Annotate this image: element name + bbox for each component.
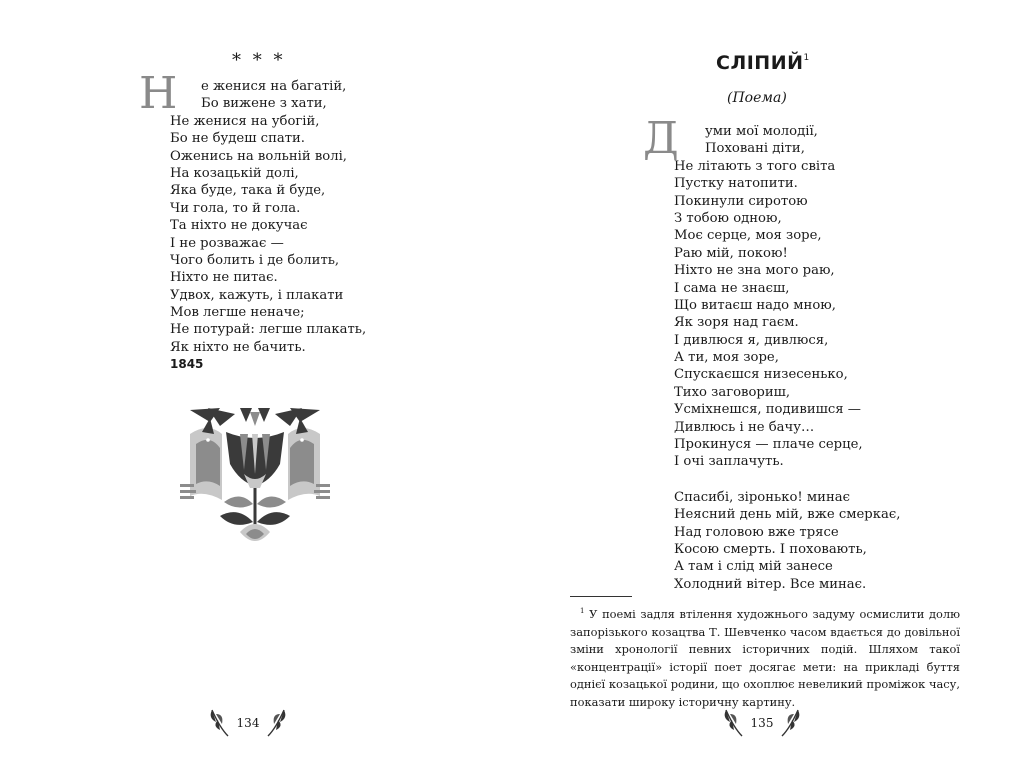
- poem-line: Не женися на убогій,: [170, 113, 320, 129]
- poem-line: Оженись на вольній волі,: [170, 148, 347, 164]
- poem-line: Бо не будеш спати.: [170, 131, 305, 147]
- page-footer: [702, 706, 822, 742]
- poem-line: Раю мій, покою!: [674, 245, 788, 261]
- title-footnote-mark: 1: [803, 53, 810, 63]
- section-separator: * * *: [232, 50, 286, 71]
- footnote: [570, 603, 960, 712]
- poem-line: Ніхто не питає.: [170, 270, 278, 286]
- poem-line: Ніхто не зна мого раю,: [674, 263, 835, 279]
- poem-line-rest: е женися на багатій,: [201, 79, 347, 94]
- leaf-sprig-icon: [720, 706, 744, 738]
- poem-line: Як ніхто не бачить.: [170, 339, 306, 355]
- poem-line: Та ніхто не докучає: [170, 218, 308, 234]
- poem-line: Мов легше неначе;: [170, 305, 305, 321]
- poem-line: Спускаєшся низесенько,: [674, 367, 848, 383]
- stanza-break: [674, 471, 900, 489]
- poem-year: 1845: [170, 357, 204, 372]
- footnote-text: У поемі задля втілення художнього задуму осмислити долю запорізького козацтва Т. Шевченко часом вдається до довільної зміни хронології певних історичних подій. Шляхом такої «концентрації» історії поет досягає мети: на прикладі буття однієї козацької родини, що охоплює невеликий проміжок часу, показати широку історичну картину.: [570, 607, 960, 709]
- poem-line: Не потурай: легше плакать,: [170, 322, 367, 338]
- poem-line: Бо вижене з хати,: [201, 96, 327, 112]
- poem-line: Спасибі, зіронько! минає: [674, 489, 850, 505]
- poem-line: Усміхнешся, подивишся —: [674, 402, 861, 418]
- leaf-sprig-icon: [206, 706, 230, 738]
- drop-cap: Н: [139, 68, 178, 119]
- leaf-sprig-icon: [780, 706, 804, 738]
- poem-line: Над головою вже трясе: [674, 524, 839, 540]
- poem-line: Чого болить і де болить,: [170, 252, 340, 268]
- page-number: 134: [236, 716, 260, 730]
- poem-line: З тобою одною,: [674, 210, 782, 226]
- page-number: 135: [750, 716, 774, 730]
- poem-line: Що витаєш надо мною,: [674, 297, 836, 313]
- poem-line: На козацькій долі,: [170, 165, 299, 181]
- poem-line: Косою смерть. І поховають,: [674, 541, 867, 557]
- poem-line: А там і слід мій занесе: [674, 559, 833, 575]
- poem-line: Моє серце, моя зоре,: [674, 228, 822, 244]
- footnote-divider: [570, 596, 632, 597]
- page-footer: [188, 706, 308, 742]
- poem-line-rest: уми мої молодії,: [705, 124, 818, 139]
- poem-line: Чи гола, то й гола.: [170, 200, 301, 216]
- poem-line: Пустку натопити.: [674, 176, 798, 192]
- poem-line: Удвох, кажуть, і плакати: [170, 287, 344, 303]
- poem-line: Покинули сиротою: [674, 193, 808, 209]
- poem-title: [716, 52, 810, 74]
- poem-line: Поховані діти,: [705, 141, 805, 157]
- footnote-mark: 1: [580, 607, 585, 615]
- drop-cap: Д: [643, 113, 679, 164]
- leaf-sprig-icon: [266, 706, 290, 738]
- poem-line: І сама не знаєш,: [674, 280, 790, 296]
- right-page: [512, 0, 1024, 767]
- poem-line: І дивлюся я, дивлюся,: [674, 332, 829, 348]
- poem-line: Неясний день мій, вже смеркає,: [674, 507, 901, 523]
- poem-line: Прокинуся — плаче серце,: [674, 437, 863, 453]
- poem-line: Холодний вітер. Все минає.: [674, 576, 867, 592]
- poem-text: [139, 68, 367, 374]
- poem-line: І очі заплачуть.: [674, 454, 784, 470]
- poem-line: Тихо заговориш,: [674, 384, 791, 400]
- poem-text: [643, 113, 901, 593]
- poem-line: Яка буде, така й буде,: [170, 183, 326, 199]
- poem-subtitle: (Поема): [727, 90, 787, 106]
- poem-line: А ти, моя зоре,: [674, 350, 779, 366]
- poem-title-text: СЛІПИЙ: [716, 52, 804, 74]
- poem-line: І не розважає —: [170, 235, 284, 251]
- folk-flower-ornament: [180, 404, 330, 550]
- poem-line: Як зоря над гаєм.: [674, 315, 799, 331]
- poem-line: Не літають з того світа: [674, 158, 836, 174]
- poem-line: Дивлюсь і не бачу…: [674, 419, 815, 435]
